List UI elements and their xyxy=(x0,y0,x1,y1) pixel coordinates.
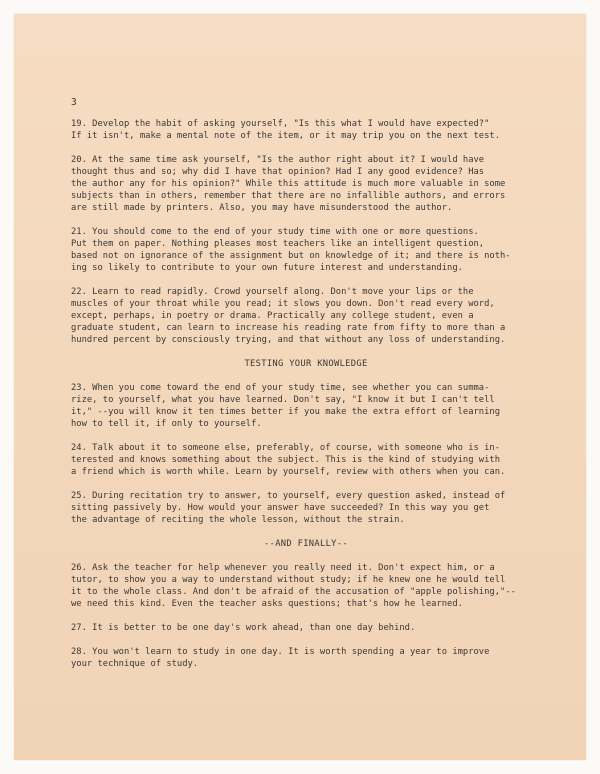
text-line: rize, to yourself, what you have learned. Don't say, "I know it but I can't tell xyxy=(71,395,495,405)
text-line: hundred percent by consciously trying, and that without any loss of understanding. xyxy=(71,335,506,345)
numbered-paragraph xyxy=(71,286,541,346)
section-heading: TESTING YOUR KNOWLEDGE xyxy=(244,359,368,369)
text-line: 20. At the same time ask yourself, "Is the author right about it? I would have xyxy=(71,155,485,165)
page-number: 3 xyxy=(71,97,77,108)
text-line: 23. When you come toward the end of your study time, see whether you can summa- xyxy=(71,383,490,393)
numbered-paragraph xyxy=(71,226,541,274)
section-heading: --AND FINALLY-- xyxy=(264,539,348,549)
text-line: 26. Ask the teacher for help whenever you really need it. Don't expect him, or a xyxy=(71,563,495,573)
numbered-paragraph xyxy=(71,442,541,478)
text-line: the advantage of reciting the whole lesson, without the strain. xyxy=(71,515,405,525)
numbered-paragraph xyxy=(71,154,541,214)
text-line: ing so likely to contribute to your own future interest and understanding. xyxy=(71,263,463,273)
page-body xyxy=(71,118,541,682)
text-line: 24. Talk about it to someone else, preferably, of course, with someone who is in- xyxy=(71,443,500,453)
text-line: Put them on paper. Nothing pleases most teachers like an intelligent question, xyxy=(71,239,485,249)
text-line: subjects than in others, remember that there are no infallible authors, and errors xyxy=(71,191,506,201)
text-line: how to tell it, if only to yourself. xyxy=(71,419,262,429)
text-line: except, perhaps, in poetry or drama. Practically any college student, even a xyxy=(71,311,474,321)
text-line: your technique of study. xyxy=(71,659,199,669)
text-line: thought thus and so; why did I have that opinion? Had I any good evidence? Has xyxy=(71,167,485,177)
text-line: 21. You should come to the end of your study time with one or more questions. xyxy=(71,227,479,237)
text-line: terested and knows something about the subject. This is the kind of studying with xyxy=(71,455,500,465)
numbered-paragraph xyxy=(71,646,541,670)
text-line: 28. You won't learn to study in one day. It is worth spending a year to improve xyxy=(71,647,490,657)
text-line: the author any for his opinion?" While this attitude is much more valuable in some xyxy=(71,179,506,189)
text-line: we need this kind. Even the teacher asks questions; that's how he learned. xyxy=(71,599,463,609)
text-line: a friend which is worth while. Learn by yourself, review with others when you can. xyxy=(71,467,506,477)
text-line: If it isn't, make a mental note of the item, or it may trip you on the next test. xyxy=(71,131,500,141)
text-line: graduate student, can learn to increase his reading rate from fifty to more than a xyxy=(71,323,506,333)
numbered-paragraph xyxy=(71,382,541,430)
text-line: 25. During recitation try to answer, to yourself, every question asked, instead of xyxy=(71,491,506,501)
text-line: it," --you will know it ten times better if you make the extra effort of learning xyxy=(71,407,500,417)
text-line: muscles of your throat while you read; it slows you down. Don't read every word, xyxy=(71,299,495,309)
text-line: 19. Develop the habit of asking yourself, "Is this what I would have expected?" xyxy=(71,119,490,129)
text-line: are still made by printers. Also, you may have misunderstood the author. xyxy=(71,203,453,213)
text-line: sitting passively by. How would your answer have succeeded? In this way you get xyxy=(71,503,490,513)
text-line: it to the whole class. And don't be afraid of the accusation of "apple polishing,"-- xyxy=(71,587,516,597)
numbered-paragraph xyxy=(71,118,541,142)
numbered-paragraph xyxy=(71,562,541,610)
numbered-paragraph xyxy=(71,490,541,526)
text-line: 27. It is better to be one day's work ahead, than one day behind. xyxy=(71,623,416,633)
text-line: tutor, to show you a way to understand without study; if he knew one he would tell xyxy=(71,575,506,585)
text-line: 22. Learn to read rapidly. Crowd yourself along. Don't move your lips or the xyxy=(71,287,474,297)
numbered-paragraph xyxy=(71,622,541,634)
text-line: based not on ignorance of the assignment but on knowledge of it; and there is noth- xyxy=(71,251,511,261)
